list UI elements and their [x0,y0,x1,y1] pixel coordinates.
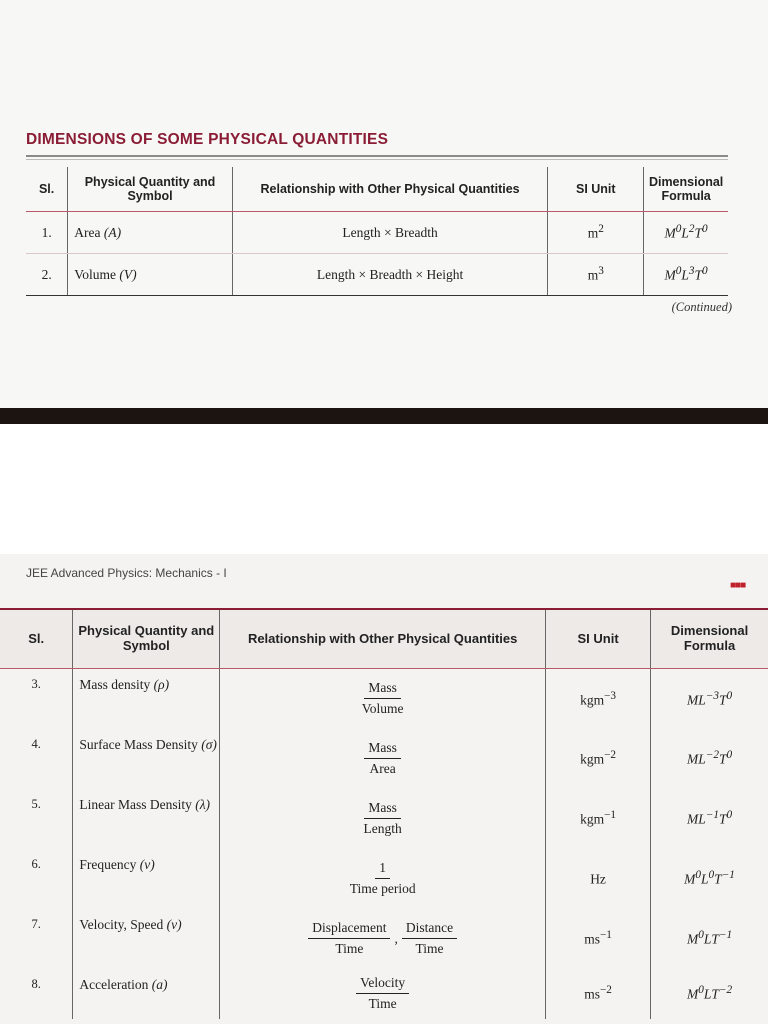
header-sl: Sl. [0,609,73,669]
unit-base: ms [584,986,600,1002]
fraction-numerator: Distance [402,920,457,939]
quantity-name: Frequency [79,856,137,872]
table-row [0,669,768,729]
quantity-symbol: (ρ) [153,677,170,692]
quantity-name: Volume [74,266,117,282]
unit-exponent: 3 [598,265,604,278]
row-si-unit [546,729,651,789]
unit-base: ms [584,931,600,947]
header-quantity: Physical Quantity and Symbol [68,167,233,212]
table-row [0,789,768,849]
quantity-name: Surface Mass Density [79,736,198,752]
row-si-unit [546,849,651,909]
row-sl: 8. [31,976,41,991]
dim-t-exp: 0 [702,223,708,236]
row-dim-formula [644,212,728,254]
quantity-symbol: (σ) [201,736,217,752]
dim-m-exp: 0 [698,984,704,997]
quantity-symbol: (A) [103,224,122,240]
quantity-name: Velocity, Speed [79,916,164,932]
row-sl: 7. [31,916,41,931]
row-si-unit [548,212,644,254]
dim-t: T [718,692,727,707]
dim-t-exp: 0 [726,809,733,822]
dim-l-exp: −1 [705,809,719,822]
dim-t-exp: 0 [726,749,733,762]
dim-m-exp: 0 [698,929,704,942]
dim-t: T [694,225,703,241]
dim-l: L [698,751,706,767]
dim-l: L [698,811,706,827]
dim-m: M [664,267,676,283]
header-si-unit: SI Unit [546,609,651,669]
table-row [26,254,728,296]
relation-fraction [360,800,406,837]
row-si-unit [546,669,651,729]
row-dim-formula [651,969,768,1019]
relation-fraction-2 [402,920,457,957]
unit-base: kgm [580,692,605,707]
dim-t-exp: −2 [718,984,733,997]
row-quantity [68,254,233,296]
row-quantity [73,969,220,1019]
fraction-denominator: Length [363,821,402,836]
row-dim-formula [651,789,768,849]
fraction-separator: , [394,930,398,946]
dim-l-exp: −2 [705,749,719,762]
header-dim-formula: Dimensional Formula [644,167,728,212]
row-sl: 4. [31,736,41,751]
quantity-name: Acceleration [79,976,149,992]
title-rule-thin [26,159,728,160]
row-relation: Length × Breadth [232,212,548,254]
dim-l-exp: 3 [688,265,695,278]
decorative-dots-icon: ■■■ [730,580,746,591]
unit-exponent: −2 [604,749,617,762]
dim-m-exp: 0 [675,223,682,236]
fraction-denominator: Time [415,941,444,956]
dimensions-table-2 [0,608,768,1019]
fraction-numerator: Mass [364,680,401,699]
continued-note: (Continued) [671,300,732,314]
row-quantity [73,909,220,969]
row-sl: 1. [26,212,68,254]
row-relation [220,729,546,789]
page-divider-band [0,408,768,424]
fraction-denominator: Area [369,761,396,776]
dim-m: M [684,871,696,887]
header-dim-formula: Dimensional Formula [651,609,768,669]
unit-exponent: −3 [604,689,617,702]
table-header-row [26,167,728,212]
row-si-unit [548,254,644,296]
unit-exponent: −2 [599,984,612,997]
dim-m: M [686,986,699,1002]
row-dim-formula [644,254,728,296]
fraction-numerator: Velocity [356,975,409,994]
dim-t-exp: −1 [721,869,735,882]
row-quantity [73,789,220,849]
row-dim-formula [651,729,768,789]
table-row [0,729,768,789]
header-si-unit: SI Unit [548,167,644,212]
relation-fraction [364,740,401,777]
dim-t-exp: −1 [718,929,733,942]
quantity-symbol: (V) [119,266,137,282]
dim-t: T [711,986,719,1002]
row-dim-formula [651,849,768,909]
fraction-numerator: 1 [375,860,390,879]
dim-m: M [686,751,699,767]
unit-base: kgm [580,811,605,827]
row-relation [220,849,546,909]
dim-l-exp: 2 [688,223,695,236]
quantity-symbol: (λ) [195,796,211,812]
row-si-unit [546,909,651,969]
blank-gap [0,424,768,554]
dim-l: L [703,986,712,1002]
row-relation [220,669,546,729]
table-header-row [0,609,768,669]
unit-base: kgm [580,751,605,767]
quantity-name: Area [74,224,101,240]
unit-exponent: −1 [604,809,617,822]
dim-t-exp: 0 [702,265,708,278]
row-relation [220,969,546,1019]
row-dim-formula [651,669,768,729]
dim-t: T [694,267,703,283]
row-quantity [73,849,220,909]
fraction-numerator: Mass [364,800,401,819]
quantity-name: Linear Mass Density [79,796,192,812]
dim-t: T [711,931,719,947]
dimensions-table-1 [26,167,728,296]
row-quantity [73,729,220,789]
dim-l: L [703,931,712,947]
dim-l: L [681,225,689,241]
fraction-denominator: Volume [361,701,404,717]
quantity-symbol: (ν) [139,856,155,872]
dim-m-exp: 0 [695,869,702,882]
quantity-symbol: (a) [151,976,168,992]
dim-t: T [714,871,722,887]
row-sl: 2. [26,254,68,296]
row-relation [220,909,546,969]
fraction-numerator: Mass [364,740,401,759]
header-relation: Relationship with Other Physical Quantities [232,167,548,212]
table-row [0,909,768,969]
dim-t: T [718,751,727,767]
dim-l-exp: −3 [705,689,719,702]
unit-exponent: −1 [599,929,612,942]
relation-fraction [308,920,390,957]
page-title: DIMENSIONS OF SOME PHYSICAL QUANTITIES [26,131,389,148]
dim-m: M [664,225,676,241]
unit-base: m [587,267,599,283]
header-quantity: Physical Quantity and Symbol [73,609,220,669]
table-row [26,212,728,254]
unit-base: Hz [590,871,606,887]
header-relation: Relationship with Other Physical Quantities [220,609,546,669]
dim-l: L [681,267,689,283]
header-sl: Sl. [26,167,68,212]
relation-fraction [356,975,409,1012]
running-head [26,566,235,580]
unit-exponent: 2 [598,223,604,236]
dim-l: L [701,871,709,887]
row-si-unit [546,969,651,1019]
row-quantity [68,212,233,254]
dim-t-exp: 0 [726,689,733,702]
row-si-unit [546,789,651,849]
row-sl: 3. [31,677,41,691]
row-quantity [73,669,220,729]
running-head-text: JEE Advanced Physics: Mechanics - I [26,566,227,580]
fraction-denominator: Time [335,941,364,956]
fraction-numerator: Displacement [308,920,390,939]
dim-m: M [686,931,699,947]
row-sl: 6. [31,856,41,871]
unit-base: m [587,225,599,241]
row-relation: Length × Breadth × Height [232,254,548,296]
dim-l: L [698,692,706,707]
fraction-denominator: Time period [349,881,416,896]
dim-t: T [718,811,727,827]
fraction-denominator: Time [368,996,397,1011]
relation-fraction [346,860,420,897]
relation-fraction [358,680,408,717]
row-dim-formula [651,909,768,969]
row-sl: 5. [31,796,41,811]
quantity-name: Mass density [79,677,151,692]
dim-l-exp: 0 [708,869,715,882]
dim-m: M [686,811,699,827]
table-row [0,969,768,1019]
dim-m-exp: 0 [675,265,682,278]
table-row [0,849,768,909]
dim-m: M [686,692,699,707]
row-relation [220,789,546,849]
title-rule [26,155,728,157]
quantity-symbol: (v) [166,916,182,932]
